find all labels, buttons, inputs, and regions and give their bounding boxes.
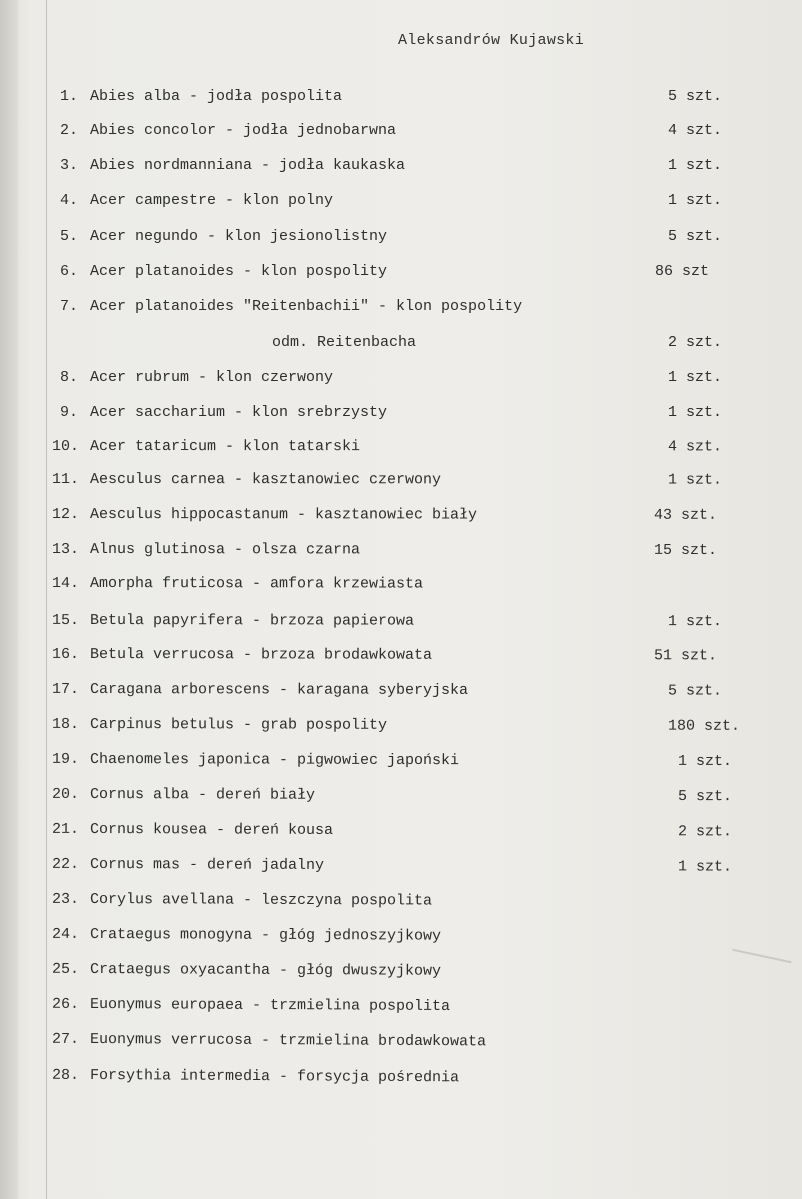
plant-name: Acer rubrum - klon czerwony <box>90 369 334 386</box>
plant-name: Aesculus carnea - kasztanowiec czerwony <box>89 471 442 489</box>
item-number: 23. <box>51 890 80 908</box>
list-item <box>0 191 802 215</box>
plant-name: Acer tataricum - klon tatarski <box>89 438 361 456</box>
item-number: 3. <box>60 157 79 174</box>
plant-quantity: 1 szt. <box>677 858 733 876</box>
plant-quantity: 1 szt. <box>677 752 733 771</box>
item-number: 10. <box>51 437 80 455</box>
list-item <box>0 960 802 988</box>
item-number: 1. <box>60 88 79 105</box>
item-number: 6. <box>60 263 79 280</box>
plant-name: Cornus kousea - dereń kousa <box>89 821 334 839</box>
item-number: 25. <box>51 960 80 978</box>
item-number: 13. <box>51 540 80 558</box>
list-item <box>0 994 802 1023</box>
list-item <box>0 297 802 321</box>
plant-quantity: 2 szt. <box>677 823 733 841</box>
item-number: 26. <box>51 995 80 1013</box>
list-item <box>0 785 802 812</box>
item-number: 9. <box>60 404 79 421</box>
plant-name: Abies alba - jodła pospolita <box>90 88 343 105</box>
list-item <box>0 855 802 882</box>
list-item <box>0 611 802 637</box>
item-number: 27. <box>51 1030 80 1048</box>
list-item <box>0 715 802 741</box>
item-number: 12. <box>51 505 80 523</box>
plant-name: Cornus mas - dereń jadalny <box>89 856 325 874</box>
plant-quantity: 5 szt. <box>667 682 723 700</box>
list-item <box>0 1065 802 1094</box>
plant-name: Abies concolor - jodła jednobarwna <box>90 122 397 139</box>
list-item <box>0 156 802 180</box>
plant-name: Caragana arborescens - karagana syberyjska <box>89 681 469 699</box>
list-item <box>0 574 802 599</box>
plant-quantity: 5 szt. <box>668 228 723 245</box>
list-item <box>0 925 802 953</box>
item-number: 19. <box>51 750 80 768</box>
list-item <box>0 540 802 565</box>
plant-quantity: 1 szt. <box>668 157 723 174</box>
list-item <box>0 262 802 286</box>
plant-name: Carpinus betulus - grab pospolity <box>89 716 388 734</box>
list-item <box>0 470 802 495</box>
plant-name: odm. Reitenbacha <box>272 334 417 351</box>
list-item <box>0 1029 802 1058</box>
list-item <box>0 227 802 251</box>
list-item <box>0 403 802 427</box>
list-item <box>0 505 802 530</box>
plant-name: Corylus avellana - leszczyna pospolita <box>89 891 433 910</box>
item-number: 24. <box>51 925 80 943</box>
item-number: 16. <box>51 645 80 663</box>
plant-quantity: 1 szt. <box>668 404 723 421</box>
item-number: 7. <box>60 298 79 315</box>
list-item <box>0 820 802 847</box>
plant-quantity: 2 szt. <box>668 334 723 351</box>
plant-quantity: 5 szt. <box>668 88 723 105</box>
plant-name: Forsythia intermedia - forsycja pośrednia <box>89 1067 460 1087</box>
plant-name: Amorpha fruticosa - amfora krzewiasta <box>89 575 424 593</box>
item-number: 15. <box>51 611 80 629</box>
plant-name: Acer campestre - klon polny <box>90 192 334 209</box>
plant-quantity: 1 szt. <box>668 369 723 386</box>
list-item <box>0 680 802 706</box>
list-item <box>0 121 802 145</box>
item-number: 18. <box>51 715 80 733</box>
item-number: 8. <box>60 369 79 386</box>
plant-quantity: 43 szt. <box>653 506 718 524</box>
plant-name: Abies nordmanniana - jodła kaukaska <box>90 157 406 174</box>
plant-name: Betula papyrifera - brzoza papierowa <box>89 612 415 630</box>
item-number: 5. <box>60 228 79 245</box>
plant-quantity: 1 szt. <box>668 192 723 209</box>
list-item <box>0 437 802 462</box>
plant-name: Crataegus monogyna - głóg jednoszyjkowy <box>89 926 442 945</box>
item-number: 28. <box>51 1066 80 1084</box>
list-item <box>0 890 802 918</box>
plant-quantity: 4 szt. <box>668 122 723 139</box>
page-heading: Aleksandrów Kujawski <box>398 32 585 49</box>
list-item <box>0 645 802 671</box>
plant-quantity: 4 szt. <box>667 438 723 456</box>
plant-quantity: 15 szt. <box>653 541 718 559</box>
item-number: 22. <box>51 855 80 873</box>
item-number: 2. <box>60 122 79 139</box>
plant-name: Alnus glutinosa - olsza czarna <box>89 541 361 559</box>
plant-name: Acer saccharium - klon srebrzysty <box>90 404 388 421</box>
plant-name: Betula verrucosa - brzoza brodawkowata <box>89 646 433 664</box>
plant-name: Euonymus europaea - trzmielina pospolita <box>89 996 451 1016</box>
item-number: 17. <box>51 680 80 698</box>
plant-name: Chaenomeles japonica - pigwowiec japoński <box>89 751 460 770</box>
item-number: 14. <box>51 574 80 592</box>
item-number: 11. <box>51 470 80 488</box>
item-number: 21. <box>51 820 80 838</box>
plant-name: Crataegus oxyacantha - głóg dwuszyjkowy <box>89 961 442 980</box>
list-item <box>0 750 802 777</box>
list-item <box>0 368 802 392</box>
plant-quantity: 51 szt. <box>653 647 718 665</box>
plant-name: Acer platanoides "Reitenbachii" - klon pospolity <box>90 298 523 315</box>
plant-name: Cornus alba - dereń biały <box>89 786 316 804</box>
plant-name: Euonymus verrucosa - trzmielina brodawkowata <box>89 1031 487 1051</box>
plant-name: Acer platanoides - klon pospolity <box>90 263 388 280</box>
plant-name: Acer negundo - klon jesionolistny <box>90 228 388 245</box>
plant-quantity: 86 szt <box>655 263 710 280</box>
list-item <box>0 87 802 111</box>
plant-quantity: 1 szt. <box>667 613 723 631</box>
plant-quantity: 5 szt. <box>677 788 733 806</box>
item-number: 4. <box>60 192 79 209</box>
plant-name: Aesculus hippocastanum - kasztanowiec biały <box>89 506 478 524</box>
item-number: 20. <box>51 785 80 803</box>
list-item <box>0 333 802 357</box>
plant-quantity: 180 szt. <box>667 717 741 735</box>
plant-quantity: 1 szt. <box>667 471 723 489</box>
